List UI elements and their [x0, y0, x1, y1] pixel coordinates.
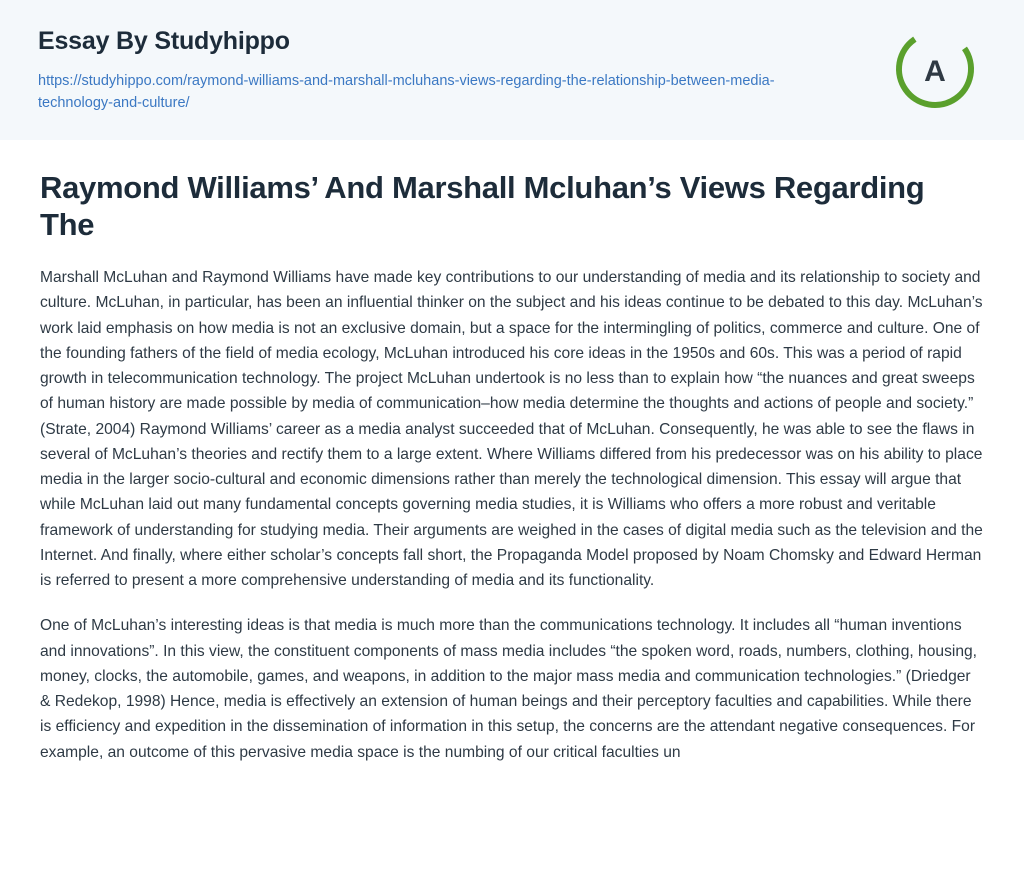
page-title: Raymond Williams’ And Marshall Mcluhan’s Views Regarding The [40, 170, 925, 242]
page-header [0, 0, 1024, 140]
site-brand: Essay By Studyhippo [38, 27, 290, 55]
body-paragraph: Marshall McLuhan and Raymond Williams have made key contributions to our understanding of media and its relationship to society and culture. McLuhan, in particular, has been an influential thinker on the subject and his ideas continue to be debated to this day. McLuhan’s work laid emphasis on how media is not an exclusive domain, but a space for the intermingling of politics, commerce and culture. One of the founding fathers of the field of media ecology, McLuhan introduced his core ideas in the 1950s and 60s. This was a period of rapid growth in telecommunication technology. The project McLuhan undertook is no less than to explain how “the nuances and great sweeps of human history are made possible by media of communication–how media determine the thoughts and actions of people and society.” (Strate, 2004) Raymond Williams’ career as a media analyst succeeded that of McLuhan. Consequently, he was able to see the flaws in several of McLuhan’s theories and rectify them to a large extent. Where Williams differed from his predecessor was on his ability to place media in the larger socio-cultural and economic dimensions rather than merely the technological dimension. This essay will argue that while McLuhan laid out many fundamental concepts governing media studies, it is Williams who offers a more robust and veritable framework of understanding for studying media. Their arguments are weighed in the cases of digital media such as the television and the Internet. And finally, where either scholar’s concepts fall short, the Propaganda Model proposed by Noam Chomsky and Edward Herman is referred to present a more comprehensive understanding of media and its functionality. [40, 269, 983, 590]
body-paragraph: One of McLuhan’s interesting ideas is that media is much more than the communications technology. It includes all “human inventions and innovations”. In this view, the constituent components of mass media includes “the spoken word, roads, numbers, clothing, housing, money, clocks, the automobile, games, and weapons, in addition to the major mass media and communication technologies.” (Driedger & Redekop, 1998) Hence, media is effectively an extension of human beings and their perceptory faculties and capabilities. While there is efficiency and expedition in the dissemination of information in this setup, the concerns are the attendant negative consequences. For example, an outcome of this pervasive media space is the numbing of our critical faculties un [40, 617, 978, 761]
svg-text:A: A [924, 55, 946, 88]
document-content [0, 140, 1024, 805]
studyhippo-logo-icon [892, 26, 978, 112]
source-url-link[interactable]: https://studyhippo.com/raymond-williams-and-marshall-mcluhans-views-regarding-the-relationship-between-media-technology-and-culture/ [38, 72, 775, 111]
